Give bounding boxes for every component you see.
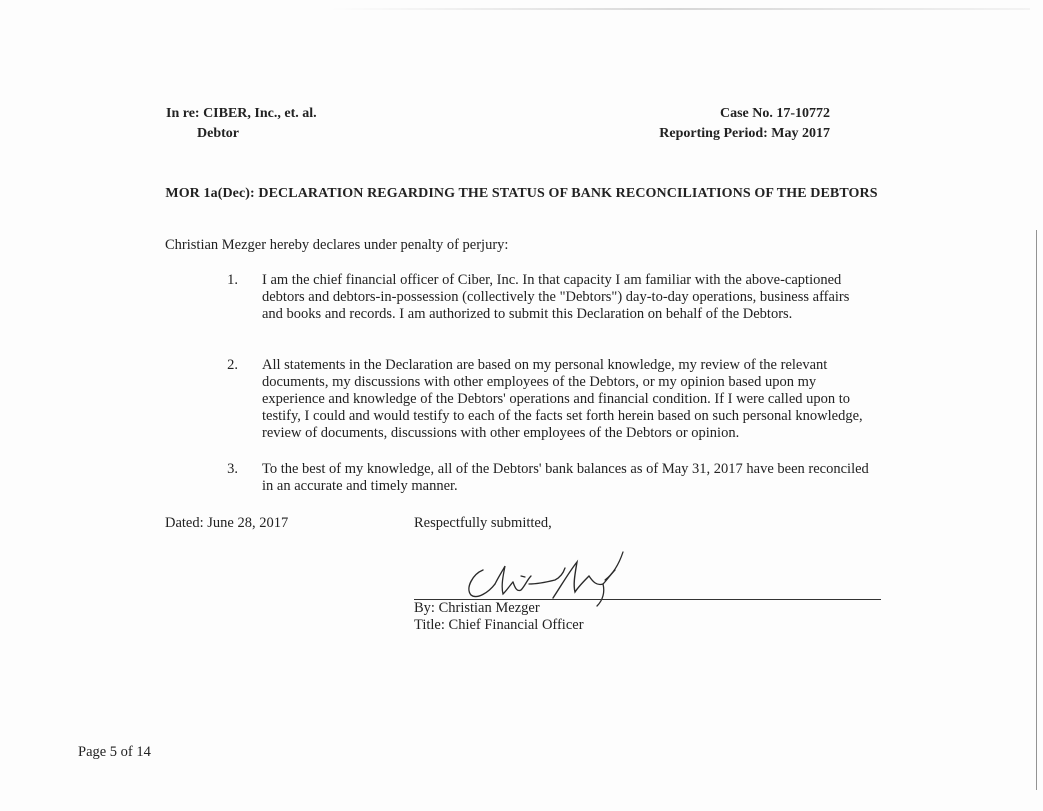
dated-line: Dated: June 28, 2017 xyxy=(165,515,289,531)
case-caption xyxy=(166,104,317,144)
signatory-name: By: Christian Mezger xyxy=(414,600,540,616)
caption-debtor-label: Debtor xyxy=(197,126,239,141)
page-number: Page 5 of 14 xyxy=(78,744,151,760)
paragraph-number: 2. xyxy=(227,357,238,373)
reporting-period: Reporting Period: May 2017 xyxy=(659,126,830,141)
signatory-title: Title: Chief Financial Officer xyxy=(414,617,584,633)
scan-artifact-right xyxy=(1036,230,1037,790)
declaration-intro: Christian Mezger hereby declares under penalty of perjury: xyxy=(165,237,509,253)
paragraph-text: All statements in the Declaration are based on my personal knowledge, my review of the relevant documents, my discussions with other employees of the Debtors, or my opinion based upon my experience and knowledge of the Debtors' operations and financial condition. If I were called upon to testify, I could and would testify to each of the facts set forth herein based on such personal knowledge, review of documents, discussions with other employees of the Debtors or opinion. xyxy=(262,357,863,441)
closing-line: Respectfully submitted, xyxy=(414,515,552,531)
scan-artifact-top xyxy=(330,8,1030,10)
paragraph-number: 3. xyxy=(227,461,238,477)
case-number: Case No. 17-10772 xyxy=(719,106,830,121)
paragraph-text: To the best of my knowledge, all of the Debtors' bank balances as of May 31, 2017 have been reconciled in an accurate and timely manner. xyxy=(262,461,869,494)
document-title: MOR 1a(Dec): DECLARATION REGARDING THE STATUS OF BANK RECONCILIATIONS OF THE DEBTORS xyxy=(165,186,878,201)
case-info xyxy=(640,104,830,144)
paragraph-text: I am the chief financial officer of Ciber, Inc. In that capacity I am familiar with the above-captioned debtors and debtors-in-possession (collectively the "Debtors") day-to-day operations, business affairs and books and records. I am authorized to submit this Declaration on behalf of the Debtors. xyxy=(262,272,850,322)
caption-debtor-name: In re: CIBER, Inc., et. al. xyxy=(166,106,317,121)
paragraph-number: 1. xyxy=(227,272,238,288)
